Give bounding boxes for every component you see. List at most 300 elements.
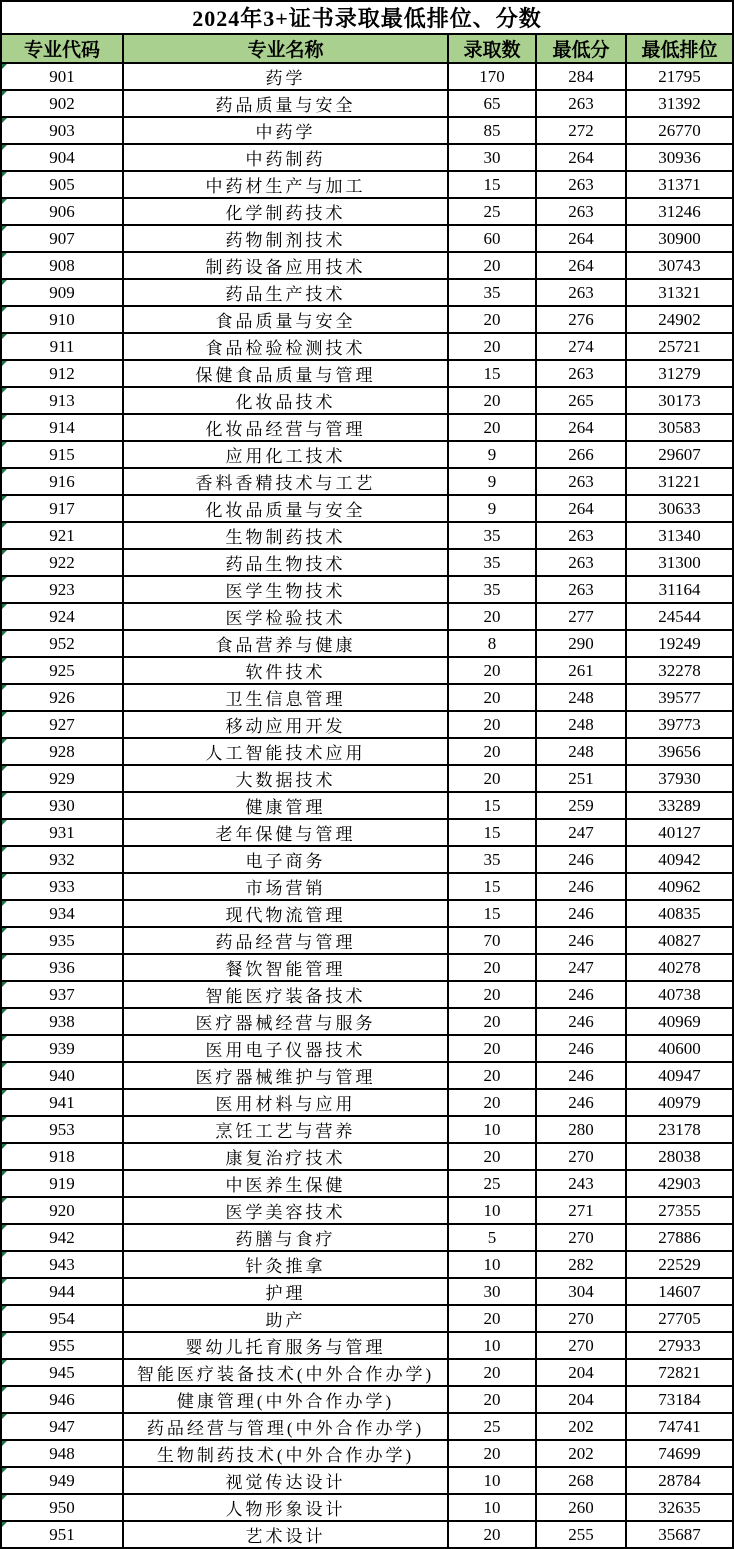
major-code-cell (1, 765, 123, 792)
major-name-cell: 健康管理(中外合作办学) (123, 1386, 448, 1413)
major-code-text: 912 (49, 363, 75, 383)
major-code-cell (1, 738, 123, 765)
admit-count-cell: 15 (448, 792, 536, 819)
min-rank-cell: 40278 (626, 954, 733, 981)
admit-count-cell: 20 (448, 1035, 536, 1062)
major-code-text: 944 (49, 1281, 75, 1301)
error-indicator-triangle-icon (2, 793, 7, 798)
error-indicator-triangle-icon (2, 1333, 7, 1338)
error-indicator-triangle-icon (2, 1360, 7, 1365)
error-indicator-triangle-icon (2, 1252, 7, 1257)
major-code-cell (1, 1440, 123, 1467)
min-score-cell: 270 (536, 1305, 626, 1332)
table-row (1, 1521, 733, 1548)
major-code-text: 949 (49, 1470, 75, 1490)
admit-count-cell: 9 (448, 441, 536, 468)
min-score-cell: 270 (536, 1143, 626, 1170)
admit-count-cell: 20 (448, 1386, 536, 1413)
table-row (1, 441, 733, 468)
major-name-cell: 康复治疗技术 (123, 1143, 448, 1170)
major-code-text: 906 (49, 201, 75, 221)
min-rank-cell: 35687 (626, 1521, 733, 1548)
table-row (1, 1413, 733, 1440)
major-name-cell: 艺术设计 (123, 1521, 448, 1548)
min-score-cell: 204 (536, 1359, 626, 1386)
table-row (1, 522, 733, 549)
table-row (1, 927, 733, 954)
admit-count-cell: 35 (448, 549, 536, 576)
major-name-cell: 人工智能技术应用 (123, 738, 448, 765)
major-code-text: 908 (49, 255, 75, 275)
major-code-cell (1, 1521, 123, 1548)
table-row (1, 63, 733, 90)
major-code-text: 923 (49, 579, 75, 599)
admit-count-cell: 35 (448, 846, 536, 873)
min-rank-cell: 30173 (626, 387, 733, 414)
table-row (1, 414, 733, 441)
major-code-cell (1, 927, 123, 954)
min-score-cell: 274 (536, 333, 626, 360)
min-score-cell: 264 (536, 414, 626, 441)
error-indicator-triangle-icon (2, 1468, 7, 1473)
min-score-cell: 246 (536, 1008, 626, 1035)
major-name-cell: 药品质量与安全 (123, 90, 448, 117)
major-code-cell (1, 1062, 123, 1089)
major-name-cell: 婴幼儿托育服务与管理 (123, 1332, 448, 1359)
min-rank-cell: 74699 (626, 1440, 733, 1467)
table-row (1, 1062, 733, 1089)
admit-count-cell: 20 (448, 1305, 536, 1332)
min-score-cell: 246 (536, 1089, 626, 1116)
admit-count-cell: 20 (448, 738, 536, 765)
min-rank-cell: 33289 (626, 792, 733, 819)
admit-count-cell: 10 (448, 1494, 536, 1521)
error-indicator-triangle-icon (2, 604, 7, 609)
major-name-cell: 化学制药技术 (123, 198, 448, 225)
major-code-cell (1, 657, 123, 684)
table-row (1, 900, 733, 927)
major-code-cell (1, 1143, 123, 1170)
admit-count-cell: 25 (448, 198, 536, 225)
major-code-text: 941 (49, 1092, 75, 1112)
error-indicator-triangle-icon (2, 523, 7, 528)
major-code-text: 950 (49, 1497, 75, 1517)
error-indicator-triangle-icon (2, 982, 7, 987)
admit-count-cell: 20 (448, 954, 536, 981)
major-code-text: 936 (49, 957, 75, 977)
major-name-cell: 应用化工技术 (123, 441, 448, 468)
major-code-text: 928 (49, 741, 75, 761)
error-indicator-triangle-icon (2, 1522, 7, 1527)
table-row (1, 171, 733, 198)
major-code-cell (1, 522, 123, 549)
min-score-cell: 271 (536, 1197, 626, 1224)
min-score-cell: 247 (536, 954, 626, 981)
major-code-cell (1, 333, 123, 360)
table-row (1, 1170, 733, 1197)
major-name-cell: 智能医疗装备技术 (123, 981, 448, 1008)
major-name-cell: 烹饪工艺与营养 (123, 1116, 448, 1143)
min-rank-cell: 23178 (626, 1116, 733, 1143)
major-code-cell (1, 1467, 123, 1494)
table-row (1, 1467, 733, 1494)
admit-count-cell: 20 (448, 657, 536, 684)
major-code-cell (1, 387, 123, 414)
major-code-text: 931 (49, 822, 75, 842)
min-score-cell: 290 (536, 630, 626, 657)
col-header-min-score: 最低分 (536, 34, 626, 63)
admit-count-cell: 20 (448, 1143, 536, 1170)
major-code-text: 911 (49, 336, 75, 356)
table-row (1, 117, 733, 144)
major-code-text: 924 (49, 606, 75, 626)
table-row (1, 792, 733, 819)
major-code-text: 925 (49, 660, 75, 680)
major-code-text: 917 (49, 498, 75, 518)
table-row (1, 495, 733, 522)
error-indicator-triangle-icon (2, 496, 7, 501)
min-rank-cell: 30743 (626, 252, 733, 279)
admit-count-cell: 20 (448, 1089, 536, 1116)
major-code-cell (1, 711, 123, 738)
error-indicator-triangle-icon (2, 739, 7, 744)
admit-count-cell: 9 (448, 495, 536, 522)
table-body (1, 63, 733, 1548)
admit-count-cell: 20 (448, 333, 536, 360)
error-indicator-triangle-icon (2, 361, 7, 366)
min-score-cell: 255 (536, 1521, 626, 1548)
major-code-cell (1, 549, 123, 576)
error-indicator-triangle-icon (2, 685, 7, 690)
error-indicator-triangle-icon (2, 874, 7, 879)
min-rank-cell: 19249 (626, 630, 733, 657)
major-code-cell (1, 414, 123, 441)
admit-count-cell: 65 (448, 90, 536, 117)
min-rank-cell: 40600 (626, 1035, 733, 1062)
major-code-cell (1, 900, 123, 927)
min-rank-cell: 27886 (626, 1224, 733, 1251)
major-code-cell (1, 1413, 123, 1440)
major-code-text: 932 (49, 849, 75, 869)
major-code-text: 952 (49, 633, 75, 653)
min-score-cell: 263 (536, 90, 626, 117)
table-row (1, 981, 733, 1008)
major-code-text: 939 (49, 1038, 75, 1058)
error-indicator-triangle-icon (2, 1090, 7, 1095)
min-score-cell: 270 (536, 1332, 626, 1359)
col-header-major-code: 专业代码 (1, 34, 123, 63)
min-score-cell: 276 (536, 306, 626, 333)
major-name-cell: 移动应用开发 (123, 711, 448, 738)
major-code-text: 907 (49, 228, 75, 248)
admit-count-cell: 20 (448, 684, 536, 711)
min-score-cell: 251 (536, 765, 626, 792)
error-indicator-triangle-icon (2, 415, 7, 420)
major-code-cell (1, 225, 123, 252)
min-rank-cell: 25721 (626, 333, 733, 360)
error-indicator-triangle-icon (2, 442, 7, 447)
min-score-cell: 263 (536, 549, 626, 576)
major-code-text: 933 (49, 876, 75, 896)
min-score-cell: 284 (536, 63, 626, 90)
error-indicator-triangle-icon (2, 253, 7, 258)
admit-count-cell: 15 (448, 819, 536, 846)
major-code-cell (1, 1278, 123, 1305)
major-code-cell (1, 1332, 123, 1359)
table-row (1, 1278, 733, 1305)
table-row (1, 954, 733, 981)
min-score-cell: 263 (536, 279, 626, 306)
min-score-cell: 204 (536, 1386, 626, 1413)
admit-count-cell: 15 (448, 873, 536, 900)
min-rank-cell: 31392 (626, 90, 733, 117)
admit-count-cell: 20 (448, 306, 536, 333)
admit-count-cell: 20 (448, 765, 536, 792)
header-row (1, 34, 733, 63)
min-rank-cell: 24902 (626, 306, 733, 333)
min-score-cell: 263 (536, 171, 626, 198)
table-row (1, 90, 733, 117)
table-row (1, 1197, 733, 1224)
error-indicator-triangle-icon (2, 766, 7, 771)
col-header-major-name: 专业名称 (123, 34, 448, 63)
min-rank-cell: 31246 (626, 198, 733, 225)
major-name-cell: 香料香精技术与工艺 (123, 468, 448, 495)
major-name-cell: 药品生产技术 (123, 279, 448, 306)
min-rank-cell: 27933 (626, 1332, 733, 1359)
major-code-text: 934 (49, 903, 75, 923)
admit-count-cell: 25 (448, 1170, 536, 1197)
min-score-cell: 260 (536, 1494, 626, 1521)
min-score-cell: 248 (536, 711, 626, 738)
error-indicator-triangle-icon (2, 1279, 7, 1284)
major-code-cell (1, 171, 123, 198)
min-score-cell: 263 (536, 198, 626, 225)
major-code-text: 953 (49, 1119, 75, 1139)
min-rank-cell: 40738 (626, 981, 733, 1008)
major-name-cell: 药品经营与管理(中外合作办学) (123, 1413, 448, 1440)
major-name-cell: 食品营养与健康 (123, 630, 448, 657)
min-score-cell: 259 (536, 792, 626, 819)
major-code-cell (1, 117, 123, 144)
major-name-cell: 中药学 (123, 117, 448, 144)
major-code-text: 926 (49, 687, 75, 707)
error-indicator-triangle-icon (2, 145, 7, 150)
admit-count-cell: 60 (448, 225, 536, 252)
admit-count-cell: 10 (448, 1332, 536, 1359)
table-row (1, 711, 733, 738)
major-code-text: 904 (49, 147, 75, 167)
error-indicator-triangle-icon (2, 388, 7, 393)
admit-count-cell: 20 (448, 1062, 536, 1089)
min-score-cell: 246 (536, 1062, 626, 1089)
admit-count-cell: 20 (448, 981, 536, 1008)
admit-count-cell: 20 (448, 387, 536, 414)
min-score-cell: 246 (536, 900, 626, 927)
major-code-text: 942 (49, 1227, 75, 1247)
major-code-cell (1, 1251, 123, 1278)
table-row (1, 603, 733, 630)
major-code-cell (1, 90, 123, 117)
major-name-cell: 制药设备应用技术 (123, 252, 448, 279)
major-name-cell: 化妆品经营与管理 (123, 414, 448, 441)
major-code-text: 920 (49, 1200, 75, 1220)
major-code-cell (1, 576, 123, 603)
error-indicator-triangle-icon (2, 334, 7, 339)
min-score-cell: 304 (536, 1278, 626, 1305)
error-indicator-triangle-icon (2, 1441, 7, 1446)
major-code-cell (1, 1035, 123, 1062)
major-name-cell: 大数据技术 (123, 765, 448, 792)
major-name-cell: 药品生物技术 (123, 549, 448, 576)
major-name-cell: 中药制药 (123, 144, 448, 171)
major-name-cell: 生物制药技术 (123, 522, 448, 549)
admit-count-cell: 20 (448, 414, 536, 441)
min-rank-cell: 74741 (626, 1413, 733, 1440)
major-name-cell: 医疗器械经营与服务 (123, 1008, 448, 1035)
error-indicator-triangle-icon (2, 280, 7, 285)
table-row (1, 1386, 733, 1413)
min-score-cell: 246 (536, 981, 626, 1008)
major-name-cell: 餐饮智能管理 (123, 954, 448, 981)
table-row (1, 1089, 733, 1116)
major-code-text: 902 (49, 93, 75, 113)
error-indicator-triangle-icon (2, 712, 7, 717)
major-code-text: 913 (49, 390, 75, 410)
min-rank-cell: 42903 (626, 1170, 733, 1197)
major-code-cell (1, 468, 123, 495)
min-rank-cell: 21795 (626, 63, 733, 90)
major-code-cell (1, 1386, 123, 1413)
major-code-text: 914 (49, 417, 75, 437)
error-indicator-triangle-icon (2, 550, 7, 555)
major-name-cell: 智能医疗装备技术(中外合作办学) (123, 1359, 448, 1386)
error-indicator-triangle-icon (2, 1225, 7, 1230)
min-score-cell: 247 (536, 819, 626, 846)
major-code-cell (1, 1359, 123, 1386)
major-code-cell (1, 63, 123, 90)
table-row (1, 738, 733, 765)
major-name-cell: 医用材料与应用 (123, 1089, 448, 1116)
table-row (1, 1251, 733, 1278)
major-code-cell (1, 279, 123, 306)
table-row (1, 846, 733, 873)
major-name-cell: 药品经营与管理 (123, 927, 448, 954)
min-rank-cell: 40942 (626, 846, 733, 873)
admit-count-cell: 20 (448, 1440, 536, 1467)
admit-count-cell: 70 (448, 927, 536, 954)
min-rank-cell: 40127 (626, 819, 733, 846)
min-score-cell: 246 (536, 846, 626, 873)
admit-count-cell: 10 (448, 1251, 536, 1278)
major-code-cell (1, 873, 123, 900)
min-score-cell: 264 (536, 144, 626, 171)
col-header-min-rank: 最低排位 (626, 34, 733, 63)
major-code-text: 901 (49, 66, 75, 86)
admit-count-cell: 10 (448, 1116, 536, 1143)
major-code-text: 930 (49, 795, 75, 815)
min-score-cell: 264 (536, 225, 626, 252)
error-indicator-triangle-icon (2, 199, 7, 204)
table-row (1, 252, 733, 279)
major-name-cell: 药膳与食疗 (123, 1224, 448, 1251)
major-name-cell: 生物制药技术(中外合作办学) (123, 1440, 448, 1467)
min-rank-cell: 40979 (626, 1089, 733, 1116)
min-rank-cell: 30633 (626, 495, 733, 522)
error-indicator-triangle-icon (2, 901, 7, 906)
error-indicator-triangle-icon (2, 847, 7, 852)
major-code-text: 937 (49, 984, 75, 1004)
min-rank-cell: 28038 (626, 1143, 733, 1170)
table-row (1, 1332, 733, 1359)
min-score-cell: 246 (536, 873, 626, 900)
error-indicator-triangle-icon (2, 1306, 7, 1311)
table-row (1, 306, 733, 333)
min-rank-cell: 40947 (626, 1062, 733, 1089)
min-score-cell: 277 (536, 603, 626, 630)
major-code-cell (1, 360, 123, 387)
min-rank-cell: 24544 (626, 603, 733, 630)
major-name-cell: 老年保健与管理 (123, 819, 448, 846)
major-code-cell (1, 1494, 123, 1521)
major-code-cell (1, 792, 123, 819)
min-score-cell: 263 (536, 576, 626, 603)
major-code-cell (1, 954, 123, 981)
major-code-cell (1, 1089, 123, 1116)
error-indicator-triangle-icon (2, 1414, 7, 1419)
major-code-text: 940 (49, 1065, 75, 1085)
major-code-text: 927 (49, 714, 75, 734)
major-code-text: 935 (49, 930, 75, 950)
error-indicator-triangle-icon (2, 307, 7, 312)
table-row (1, 630, 733, 657)
error-indicator-triangle-icon (2, 1171, 7, 1176)
min-rank-cell: 39577 (626, 684, 733, 711)
table-row (1, 144, 733, 171)
min-score-cell: 248 (536, 684, 626, 711)
major-name-cell: 药物制剂技术 (123, 225, 448, 252)
min-score-cell: 265 (536, 387, 626, 414)
min-rank-cell: 40962 (626, 873, 733, 900)
table-row (1, 1494, 733, 1521)
min-score-cell: 246 (536, 927, 626, 954)
min-score-cell: 243 (536, 1170, 626, 1197)
major-code-cell (1, 198, 123, 225)
table-row (1, 387, 733, 414)
major-name-cell: 保健食品质量与管理 (123, 360, 448, 387)
min-rank-cell: 32635 (626, 1494, 733, 1521)
error-indicator-triangle-icon (2, 1117, 7, 1122)
major-code-text: 955 (49, 1335, 75, 1355)
admit-count-cell: 8 (448, 630, 536, 657)
major-name-cell: 健康管理 (123, 792, 448, 819)
major-name-cell: 药学 (123, 63, 448, 90)
admit-count-cell: 10 (448, 1197, 536, 1224)
error-indicator-triangle-icon (2, 1495, 7, 1500)
admit-count-cell: 20 (448, 603, 536, 630)
error-indicator-triangle-icon (2, 1036, 7, 1041)
admit-count-cell: 15 (448, 171, 536, 198)
major-code-text: 947 (49, 1416, 75, 1436)
min-rank-cell: 28784 (626, 1467, 733, 1494)
min-rank-cell: 73184 (626, 1386, 733, 1413)
error-indicator-triangle-icon (2, 469, 7, 474)
admit-count-cell: 15 (448, 360, 536, 387)
major-code-text: 903 (49, 120, 75, 140)
major-name-cell: 现代物流管理 (123, 900, 448, 927)
error-indicator-triangle-icon (2, 1144, 7, 1149)
major-code-cell (1, 1224, 123, 1251)
